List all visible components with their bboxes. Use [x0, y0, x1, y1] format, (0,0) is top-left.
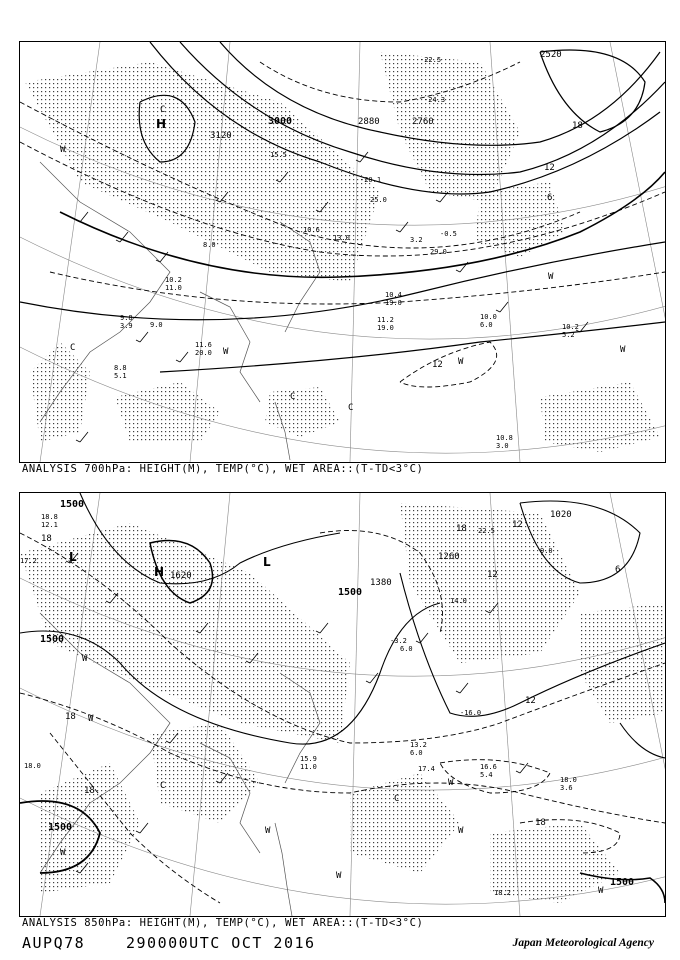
height-label: 1500	[40, 634, 65, 645]
station-value: 20.0	[195, 349, 212, 357]
station-value: 5.4	[480, 771, 493, 779]
height-label: 1260	[438, 552, 460, 562]
height-label: 1380	[370, 578, 392, 588]
wet-area-850	[20, 503, 665, 903]
isotherm-label: 18	[84, 786, 95, 796]
isotherm-label: 18	[535, 818, 546, 828]
height-label: 1500	[338, 587, 363, 598]
station-value: 18.0	[24, 762, 41, 770]
isotherm-label: 18	[41, 534, 52, 544]
isotherm-label: 12	[525, 696, 536, 706]
station-value: 19.0	[377, 324, 394, 332]
warm-mark: W	[265, 826, 271, 836]
chart-panel-700hpa	[19, 41, 666, 463]
station-value: 18.0	[560, 776, 577, 784]
station-value: 18.8	[41, 513, 58, 521]
warm-mark: W	[336, 871, 342, 881]
station-value: 11.0	[300, 763, 317, 771]
warm-mark: W	[60, 848, 66, 858]
isotherm-label: 12	[544, 163, 555, 173]
isotherm-label: 6	[547, 193, 553, 203]
station-value: 3.6	[560, 784, 573, 792]
station-value: 10.4	[385, 291, 402, 299]
station-value: 10.6	[303, 226, 320, 234]
wet-area-700	[25, 52, 660, 452]
station-value: 8.8	[114, 364, 127, 372]
height-label: 3120	[210, 131, 232, 141]
station-value: 6.0	[410, 749, 423, 757]
station-value: 25.0	[370, 196, 387, 204]
station-value: 11.2	[377, 316, 394, 324]
station-value: 10.2	[165, 276, 182, 284]
station-value: 9.8	[120, 314, 133, 322]
warm-mark: W	[548, 272, 554, 282]
warm-mark: W	[60, 145, 66, 155]
caption-700hpa: ANALYSIS 700hPa: HEIGHT(M), TEMP(°C), WET AREA::(T-TD<3°C)	[22, 463, 424, 475]
height-label: 1500	[48, 822, 73, 833]
height-label: 2760	[412, 117, 434, 127]
station-value: 3.9	[120, 322, 133, 330]
warm-mark: W	[598, 886, 604, 896]
isotherm-label: 18	[65, 712, 76, 722]
cold-center: C	[70, 343, 76, 353]
isotherm-label: 12	[512, 520, 523, 530]
station-value: 8.0	[203, 241, 216, 249]
station-value: 5.1	[114, 372, 127, 380]
station-value: -0.5	[440, 230, 457, 238]
station-value: 11.0	[165, 284, 182, 292]
isotherm-label: 6	[615, 565, 621, 575]
map-700hpa	[20, 42, 665, 462]
station-value: 15.5	[270, 151, 287, 159]
isotherm-label: 18	[572, 121, 583, 131]
warm-mark: W	[458, 357, 464, 367]
station-value: 6.0	[400, 645, 413, 653]
isotherm-label: 12	[432, 360, 443, 370]
warm-mark: W	[620, 345, 626, 355]
station-value: 13.2	[410, 741, 427, 749]
station-value: 5.2	[562, 331, 575, 339]
height-label: 2520	[540, 50, 562, 60]
agency-name: Japan Meteorological Agency	[512, 937, 654, 949]
station-value: 3.2	[410, 236, 423, 244]
station-value: 11.6	[195, 341, 212, 349]
station-value: 13.0	[333, 234, 350, 242]
station-value: -22.5	[420, 56, 442, 64]
station-value: 22.5	[478, 527, 495, 535]
station-value: 15.9	[300, 755, 317, 763]
warm-mark: W	[458, 826, 464, 836]
station-value: 29.0	[430, 248, 447, 256]
height-label: 2880	[358, 117, 380, 127]
low-center: L	[263, 555, 271, 569]
station-value: 19.0	[385, 299, 402, 307]
height-label: 1020	[550, 510, 572, 520]
station-value: 10.8	[496, 434, 513, 442]
station-value: 10.0	[480, 313, 497, 321]
station-value: -20.1	[360, 176, 382, 184]
cold-center: C	[348, 403, 354, 413]
height-label: 1500	[610, 877, 635, 888]
station-value: 9.0	[150, 321, 163, 329]
height-label: 1500	[60, 499, 85, 510]
map-850hpa	[20, 493, 665, 916]
station-value: 12.1	[41, 521, 58, 529]
isotherm-label: 18	[456, 524, 467, 534]
station-value: 6.0	[480, 321, 493, 329]
height-label: 1620	[170, 571, 192, 581]
height-label: 3000	[268, 116, 293, 127]
station-value: 10.2	[562, 323, 579, 331]
station-value: 16.6	[480, 763, 497, 771]
station-value: 3.0	[496, 442, 509, 450]
station-value: 17.4	[418, 765, 435, 773]
warm-mark: W	[82, 654, 88, 664]
isotherm-label: 12	[487, 570, 498, 580]
station-value: 17.2	[20, 557, 37, 565]
warm-mark: W	[88, 714, 94, 724]
cold-center: C	[160, 781, 166, 791]
station-value: -3.2	[390, 637, 407, 645]
chart-panel-850hpa	[19, 492, 666, 917]
chart-code: AUPQ78	[22, 934, 86, 952]
station-value: 14.0	[450, 597, 467, 605]
cold-center: C	[290, 392, 296, 402]
station-value: -16.0	[460, 709, 482, 717]
cold-center: C	[394, 794, 400, 804]
high-center: H	[156, 117, 167, 131]
low-center: L	[69, 550, 77, 564]
warm-mark: W	[448, 778, 454, 788]
valid-time: 290000UTC OCT 2016	[126, 934, 316, 952]
cold-center: C	[160, 105, 166, 115]
caption-850hpa: ANALYSIS 850hPa: HEIGHT(M), TEMP(°C), WET AREA::(T-TD<3°C)	[22, 917, 424, 929]
station-value: 9.0	[540, 547, 553, 555]
warm-mark: W	[223, 347, 229, 357]
station-value: 18.2	[494, 889, 511, 897]
high-center: H	[154, 565, 165, 579]
station-value: -24.3	[424, 96, 446, 104]
